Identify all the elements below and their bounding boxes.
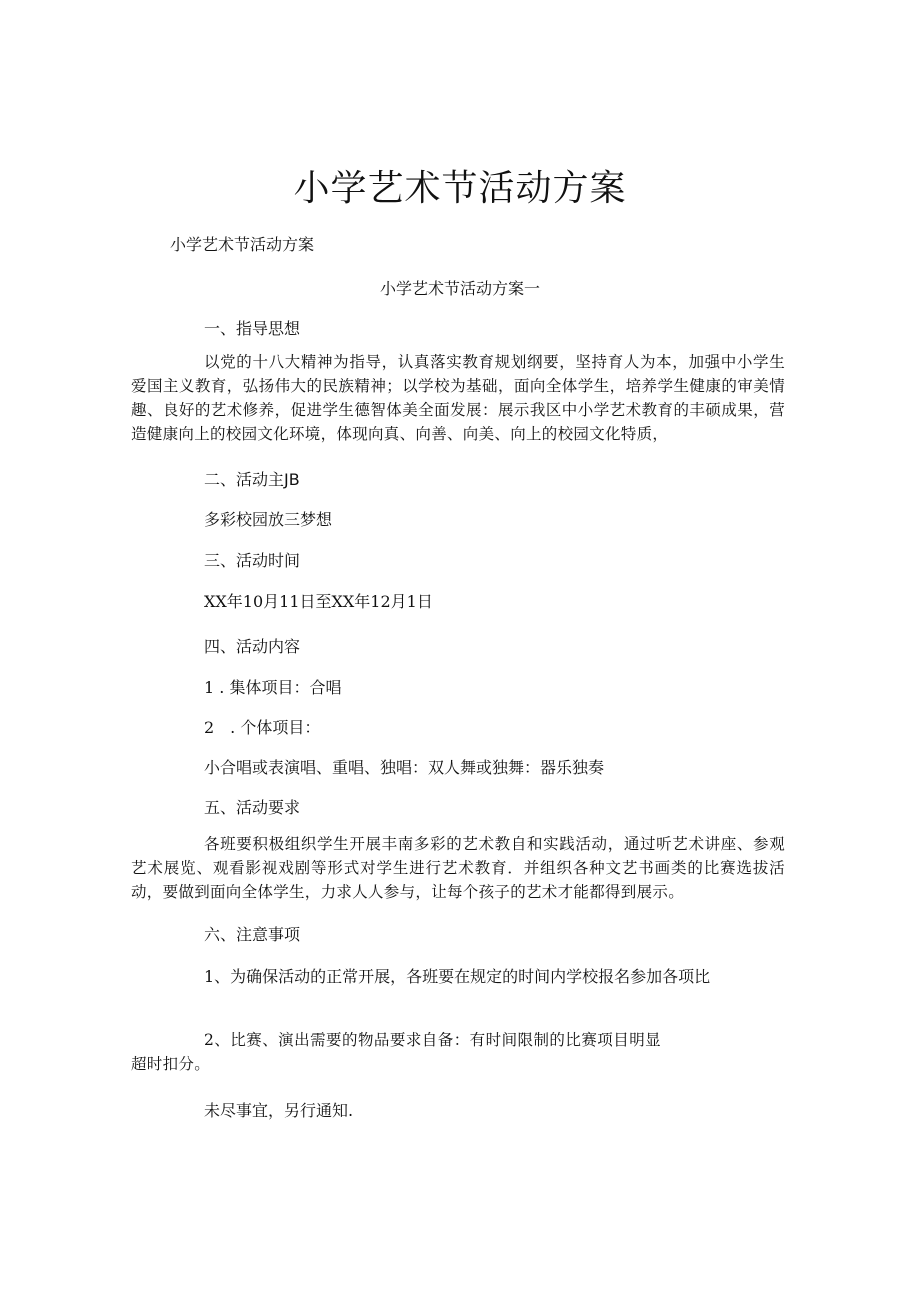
section-body-guiding-ideology: 以党的十八大精神为指导，认真落实教育规划纲要，坚持育人为本，加强中小学生爱国主义教育，弘扬伟大的民族精神；以学校为基础，面向全体学生，培养学生健康的审美情趣、良好的艺术修养，促进学生德智体美全面发展：展示我区中小学艺术教育的丰硕成果，营造健康向上的校园文化环境，体现向真、向善、向美、向上的校园文化特质， (131, 353, 785, 443)
section-body-requirements: 各班要积极组织学生开展丰南多彩的艺术教自和实践活动，通过听艺术讲座、参观艺术展览、观看影视戏剧等形式对学生进行艺术教育．并组织各种文艺书画类的比赛选拔活动，要做到面向全体学生，力求人人参与，让每个孩子的艺术才能都得到展示。 (131, 835, 785, 901)
section-heading-requirements: 五、活动要求 (204, 798, 301, 817)
content-item-individual: 2 . 个体项目： (204, 718, 321, 737)
document-title: 小学艺术节活动方案 (293, 168, 627, 209)
note-item-2: 2、比赛、演出需要的物品要求自备：有时间限制的比赛项目明显超时扣分。 (131, 1031, 661, 1073)
section-heading-notes: 六、注意事项 (204, 925, 301, 944)
section-body-time: XX年10月11日至XX年12月1日 (204, 592, 433, 611)
section-heading-content: 四、活动内容 (204, 637, 301, 656)
plan-title: 小学艺术节活动方案一 (379, 279, 540, 298)
section-body-theme: 多彩校园放三梦想 (204, 510, 333, 529)
document-subtitle: 小学艺术节活动方案 (170, 235, 315, 254)
section-heading-theme: 二、活动主JB (204, 470, 300, 489)
closing-note: 未尽事宜，另行通知. (204, 1101, 354, 1120)
note-item-1: 1、为确保活动的正常开展，各班要在规定的时间内学校报名参加各项比 (204, 967, 711, 986)
section-heading-guiding-ideology: 一、指导思想 (204, 319, 301, 338)
content-item-group: 1 . 集体项目：合唱 (204, 678, 342, 697)
content-item-individual-list: 小合唱或表演唱、重唱、独唱：双人舞或独舞：器乐独奏 (204, 758, 605, 777)
section-heading-time: 三、活动时间 (204, 551, 301, 570)
